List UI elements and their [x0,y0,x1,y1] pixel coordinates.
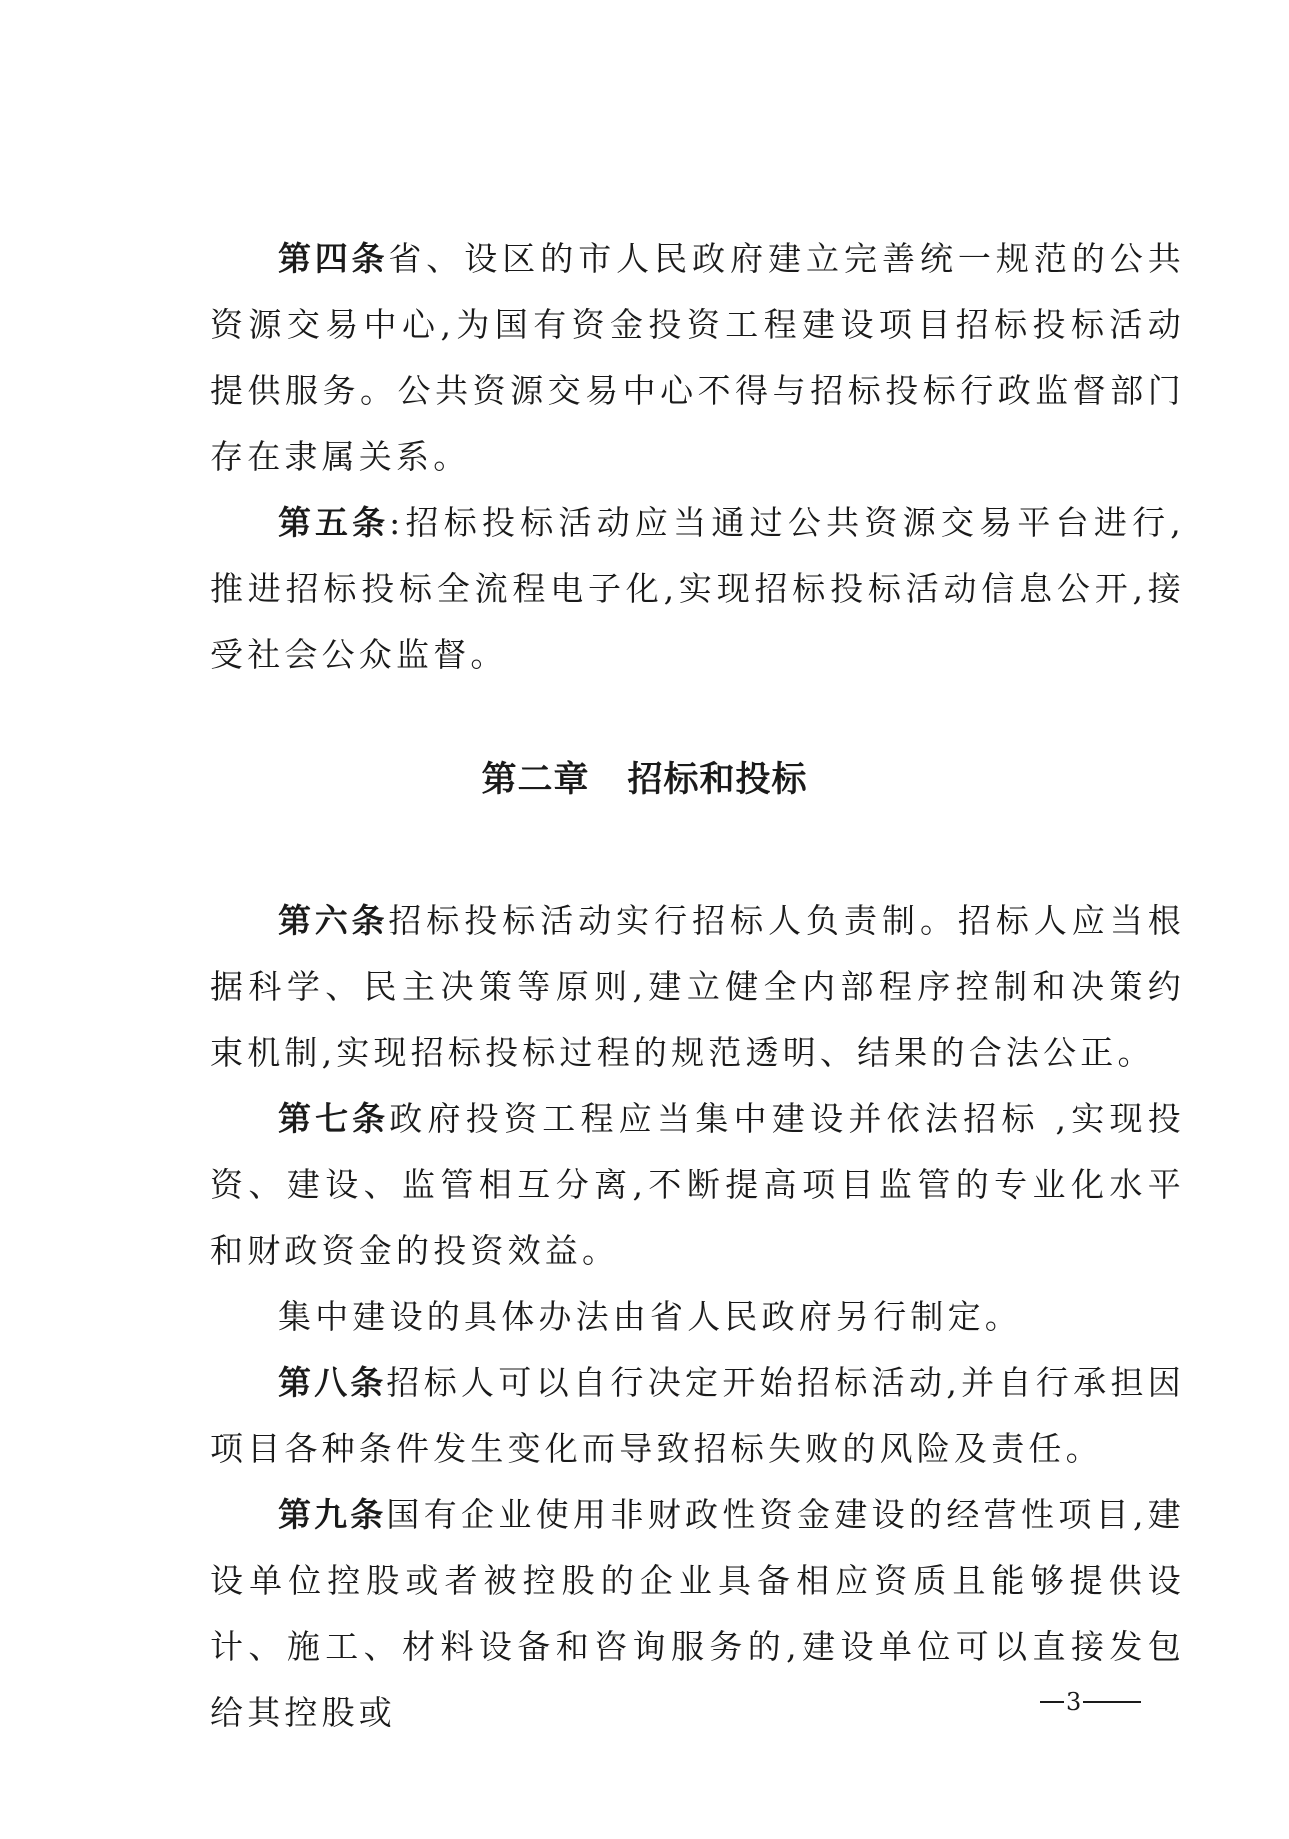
article-8-title: 第八条 [278,1363,387,1402]
article-6 [210,888,1185,1086]
chapter-heading [0,752,1289,802]
page-number-right-dash [1083,1701,1141,1703]
page-number [1040,1688,1141,1716]
chapter-title: 招标和投标 [627,760,808,800]
page-number-left-dash [1040,1701,1064,1703]
article-4-text: 省、设区的市人民政府建立完善统一规范的公共资源交易中心,为国有资金投资工程建设项目招标投标活动提供服务。公共资源交易中心不得与招标投标行政监督部门存在隶属关系。 [210,239,1186,476]
article-4-title: 第四条 [278,239,389,278]
article-8 [210,1350,1185,1482]
article-6-text: 招标投标活动实行招标人负责制。招标人应当根据科学、民主决策等原则,建立健全内部程序控制和决策约束机制,实现招标投标过程的规范透明、结果的合法公正。 [210,901,1186,1072]
article-9-text: 国有企业使用非财政性资金建设的经营性项目,建设单位控股或者被控股的企业具备相应资质且能够提供设计、施工、材料设备和咨询服务的,建设单位可以直接发包给其控股或 [210,1495,1186,1732]
article-9 [210,1482,1185,1746]
chapter-number: 第二章 [481,760,590,800]
article-6-title: 第六条 [278,901,389,940]
article-7-extra: 集中建设的具体办法由省人民政府另行制定。 [278,1297,1022,1336]
article-5-text: :招标投标活动应当通过公共资源交易平台进行,推进招标投标全流程电子化,实现招标投标活动信息公开,接受社会公众监督。 [210,503,1185,674]
article-7 [210,1086,1185,1284]
article-5-title: 第五条 [278,503,390,542]
page-number-value: 3 [1066,1688,1082,1716]
article-7-text: 政府投资工程应当集中建设并依法招标 ,实现投资、建设、监管相互分离,不断提高项目监管的专业化水平和财政资金的投资效益。 [210,1099,1185,1270]
article-4 [210,226,1185,490]
article-8-text: 招标人可以自行决定开始招标活动,并自行承担因项目各种条件发生变化而导致招标失败的风险及责任。 [210,1363,1186,1468]
article-5 [210,490,1185,688]
article-9-title: 第九条 [278,1495,387,1534]
article-7-title: 第七条 [278,1099,390,1138]
